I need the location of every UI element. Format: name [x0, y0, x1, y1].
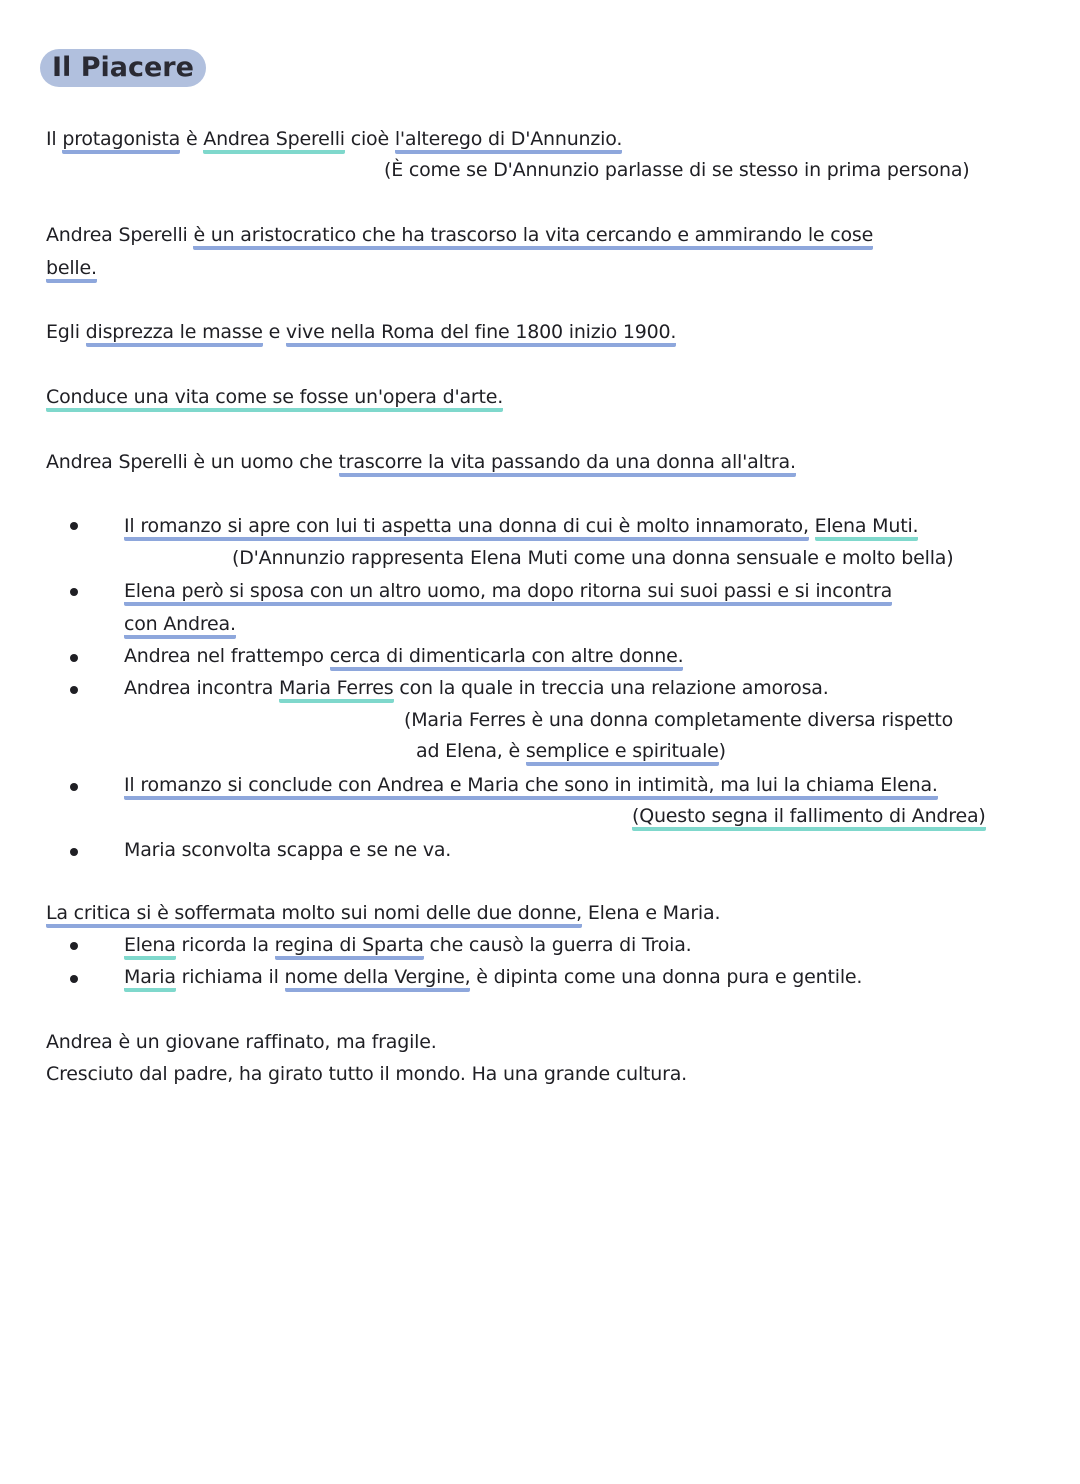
bullet-dot — [70, 654, 78, 662]
highlight-trascorre: trascorre la vita passando da una donna all'altra. — [339, 451, 796, 477]
highlight-alterego: l'alterego di D'Annunzio. — [395, 128, 622, 154]
disprezza-line — [46, 319, 676, 345]
giovane-line: Andrea è un giovane raffinato, ma fragile. — [46, 1031, 437, 1053]
cresciuto-line: Cresciuto dal padre, ha girato tutto il mondo. Ha una grande cultura. — [46, 1063, 688, 1085]
text-fragment: è — [180, 128, 204, 150]
critica-line — [46, 900, 720, 926]
highlight-conclude: Il romanzo si conclude con Andrea e Maria che sono in intimità, ma lui la chiama Elena. — [124, 774, 938, 800]
list-item — [124, 772, 938, 798]
protagonist-line — [46, 126, 622, 152]
text-fragment: Andrea incontra — [124, 677, 280, 699]
text-fragment: ) — [718, 740, 726, 762]
list-item-note — [416, 738, 726, 764]
text-fragment: Andrea Sperelli — [46, 224, 194, 246]
list-item-note — [632, 803, 986, 829]
opera-arte-line — [46, 384, 503, 410]
highlight-opera-arte: Conduce una vita come se fosse un'opera d'arte. — [46, 386, 503, 412]
bullet-dot — [70, 975, 78, 983]
list-item: Maria sconvolta scappa e se ne va. — [124, 839, 452, 861]
text-fragment — [809, 515, 815, 537]
bullet-dot — [70, 783, 78, 791]
aristocrat-line — [46, 222, 873, 248]
highlight-maria-ferres: Maria Ferres — [279, 677, 393, 703]
highlight-con-andrea: con Andrea. — [124, 613, 236, 639]
highlight-semplice: semplice e spirituale — [526, 740, 719, 766]
donna-line — [46, 449, 796, 475]
list-item-cont — [124, 611, 236, 637]
text-fragment: ricorda la — [175, 934, 275, 956]
list-item — [124, 964, 862, 990]
text-fragment: Andrea nel frattempo — [124, 645, 330, 667]
highlight-andrea-sperelli: Andrea Sperelli — [203, 128, 345, 154]
highlight-dimenticarla: cerca di dimenticarla con altre donne. — [330, 645, 684, 671]
list-item — [124, 578, 892, 604]
text-fragment: Elena e Maria. — [582, 902, 721, 924]
text-fragment: cioè — [344, 128, 395, 150]
text-fragment: Il — [46, 128, 63, 150]
bullet-dot — [70, 848, 78, 856]
bullet-dot — [70, 522, 78, 530]
list-item — [124, 643, 683, 669]
text-fragment: con la quale in treccia una relazione amorosa. — [393, 677, 829, 699]
highlight-disprezza: disprezza le masse — [86, 321, 263, 347]
text-fragment: e — [262, 321, 286, 343]
bullet-dot — [70, 588, 78, 596]
highlight-belle: belle. — [46, 257, 97, 283]
highlight-elena: Elena — [124, 934, 176, 960]
highlight-elena-sposa: Elena però si sposa con un altro uomo, ma dopo ritorna sui suoi passi e si incontra — [124, 580, 892, 606]
aristocrat-line-cont — [46, 255, 97, 281]
text-fragment: che causò la guerra di Troia. — [423, 934, 692, 956]
text-fragment: ad Elena, è — [416, 740, 526, 762]
highlight-romanzo-apre: Il romanzo si apre con lui ti aspetta una donna di cui è molto innamorato, — [124, 515, 809, 541]
highlight-regina-sparta: regina di Sparta — [275, 934, 424, 960]
text-fragment: richiama il — [175, 966, 285, 988]
list-item — [124, 513, 918, 539]
highlight-vergine: nome della Vergine, — [285, 966, 471, 992]
page-title: Il Piacere — [40, 49, 206, 87]
list-item-note: (D'Annunzio rappresenta Elena Muti come una donna sensuale e molto bella) — [232, 547, 954, 569]
highlight-elena-muti: Elena Muti. — [815, 515, 919, 541]
highlight-roma: vive nella Roma del fine 1800 inizio 1900. — [286, 321, 676, 347]
list-item — [124, 932, 692, 958]
text-fragment: Andrea Sperelli è un uomo che — [46, 451, 339, 473]
text-fragment: è dipinta come una donna pura e gentile. — [470, 966, 863, 988]
protagonist-note: (È come se D'Annunzio parlasse di se stesso in prima persona) — [384, 159, 970, 181]
list-item — [124, 675, 829, 701]
highlight-maria: Maria — [124, 966, 176, 992]
highlight-fallimento: (Questo segna il fallimento di Andrea) — [632, 805, 986, 831]
highlight-protagonista: protagonista — [62, 128, 180, 154]
bullet-dot — [70, 942, 78, 950]
highlight-critica: La critica si è soffermata molto sui nomi delle due donne, — [46, 902, 582, 928]
bullet-dot — [70, 686, 78, 694]
text-fragment: Egli — [46, 321, 86, 343]
highlight-aristocratico: è un aristocratico che ha trascorso la vita cercando e ammirando le cose — [193, 224, 873, 250]
list-item-note: (Maria Ferres è una donna completamente diversa rispetto — [404, 709, 954, 731]
